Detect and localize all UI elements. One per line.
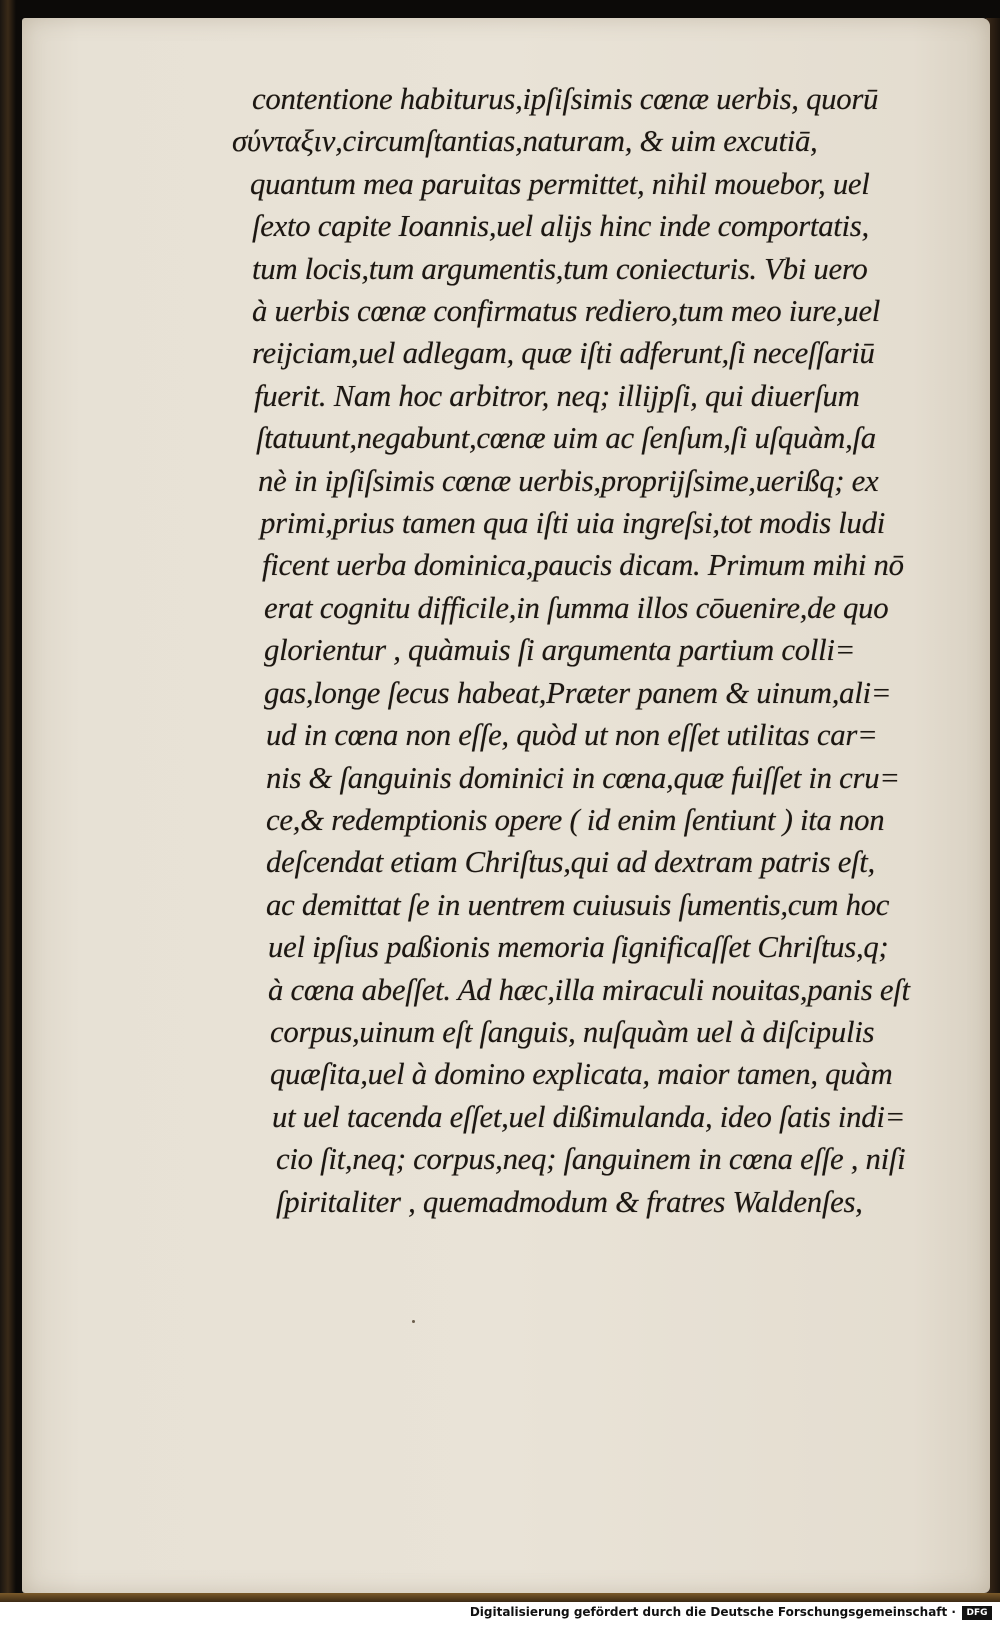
text-line: à cœna abeſſet. Ad hæc,illa miraculi nouitas,panis eſt	[268, 971, 910, 1007]
text-line: ficent uerba dominica,paucis dicam. Primum mihi nō	[262, 547, 904, 583]
text-line: ac demittat ſe in uentrem cuiusuis ſumentis,cum hoc	[266, 886, 890, 922]
dfg-logo: DFG	[962, 1606, 992, 1620]
text-line: gas,longe ſecus habeat,Præter panem & uinum,ali=	[264, 674, 892, 710]
ink-speck	[412, 1320, 415, 1323]
text-line: glorientur , quàmuis ſi argumenta partium colli=	[264, 632, 856, 668]
text-line: deſcendat etiam Chriſtus,qui ad dextram patris eſt,	[266, 844, 875, 880]
text-line: ut uel tacenda eſſet,uel dißimulanda, ideo ſatis indi=	[272, 1098, 906, 1134]
text-line: uel ipſius paßionis memoria ſignificaſſet Chriſtus,q;	[268, 929, 889, 965]
text-line: ſtatuunt,negabunt,cœnæ uim ac ſenſum,ſi uſquàm,ſa	[256, 420, 876, 456]
text-line: ud in cœna non eſſe, quòd ut non eſſet utilitas car=	[266, 717, 878, 753]
text-line: quæſita,uel à domino explicata, maior tamen, quàm	[270, 1056, 893, 1092]
book-edge-bottom	[0, 1593, 1000, 1602]
text-line: cio ſit,neq; corpus,neq; ſanguinem in cœna eſſe , niſi	[276, 1141, 906, 1177]
text-line: fuerit. Nam hoc arbitror, neq; illijpſi, qui diuerſum	[254, 377, 860, 413]
text-line: à uerbis cœnæ confirmatus rediero,tum meo iure,uel	[252, 293, 881, 329]
text-line: σύνταξιν,circumſtantias,naturam, & uim excutiā,	[232, 123, 818, 159]
text-line: ſexto capite Ioannis,uel alijs hinc inde comportatis,	[252, 208, 869, 244]
text-line: ſpiritaliter , quemadmodum & fratres Waldenſes,	[276, 1183, 863, 1219]
text-line: corpus,uinum eſt ſanguis, nuſquàm uel à diſcipulis	[270, 1013, 875, 1049]
text-line: erat cognitu difficile,in ſumma illos cōuenire,de quo	[264, 589, 889, 625]
text-line: contentione habiturus,ipſiſsimis cœnæ uerbis, quorū	[252, 81, 879, 116]
page-text-block	[230, 78, 970, 1223]
text-line: reijciam,uel adlegam, quæ iſti adferunt,ſi neceſſariū	[252, 335, 875, 371]
text-line: nis & ſanguinis dominici in cœna,quæ fuiſſet in cru=	[266, 759, 900, 795]
text-line: primi,prius tamen qua iſti uia ingreſsi,tot modis ludi	[260, 505, 885, 541]
text-line: quantum mea paruitas permittet, nihil mouebor, uel	[250, 165, 870, 201]
text-line: nè in ipſiſsimis cœnæ uerbis,proprijſsime,uerißq; ex	[258, 462, 879, 498]
text-line: tum locis,tum argumentis,tum coniecturis. Vbi uero	[252, 250, 868, 286]
digitization-attribution: Digitalisierung gefördert durch die Deutsche Forschungsgemeinschaft ·	[469, 1605, 956, 1619]
text-line: ce,& redemptionis opere ( id enim ſentiunt ) ita non	[266, 801, 885, 837]
